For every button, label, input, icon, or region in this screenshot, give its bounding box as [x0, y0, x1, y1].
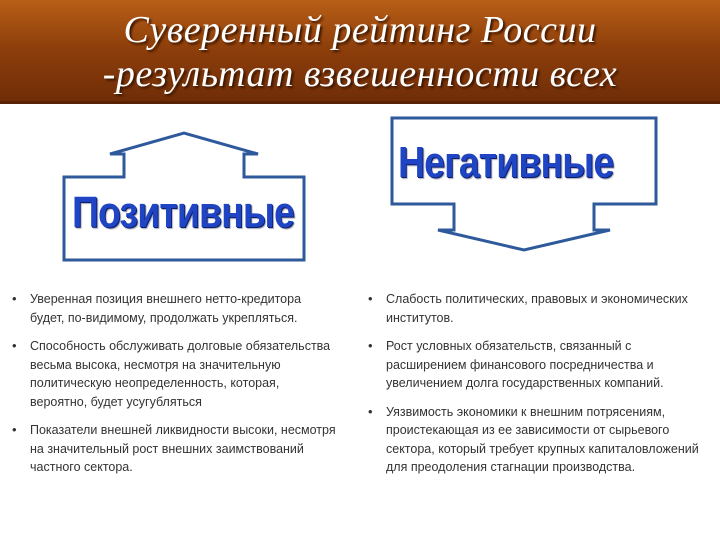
- list-item-text: Способность обслуживать долговые обязательства весьма высока, несмотря на значительную политическую неопределенность, которая, вероятно, будет усугубляться: [30, 339, 331, 409]
- list-item: [364, 337, 704, 393]
- list-item: [364, 403, 704, 477]
- list-item: [8, 337, 338, 411]
- bullet-icon: •: [368, 338, 373, 353]
- list-item: [8, 421, 338, 477]
- negative-label: Негативные: [398, 138, 614, 187]
- bullet-icon: •: [368, 291, 373, 306]
- list-item-text: Уверенная позиция внешнего нетто-кредитора будет, по-видимому, продолжать укрепляться.: [30, 292, 302, 325]
- list-item-text: Уязвимость экономики к внешним потрясениям, проистекающая из ее зависимости от сырьевого сектора, который требует крупных капиталовложений для преодоления стагнации производства.: [386, 404, 699, 474]
- positive-list: [8, 290, 338, 487]
- title-bar: [0, 0, 720, 104]
- negative-list: [364, 290, 704, 487]
- positive-label: Позитивные: [72, 188, 294, 237]
- list-item: [364, 290, 704, 327]
- list-item-text: Слабость политических, правовых и экономических институтов.: [386, 292, 688, 325]
- slide-title-line-1: Суверенный рейтинг России: [123, 9, 597, 51]
- bullet-icon: •: [12, 291, 17, 306]
- slide-title-line-2: -результат взвешенности всех: [102, 53, 618, 95]
- list-item: [8, 290, 338, 327]
- bullet-icon: •: [368, 403, 373, 419]
- bullet-icon: •: [12, 338, 17, 353]
- bullet-icon: •: [12, 422, 17, 437]
- list-item-text: Рост условных обязательств, связанный с расширением финансового посредничества и увеличением долга государственных компаний.: [386, 339, 664, 390]
- list-item-text: Показатели внешней ликвидности высоки, несмотря на значительный рост внешних заимствований частного сектора.: [30, 423, 336, 474]
